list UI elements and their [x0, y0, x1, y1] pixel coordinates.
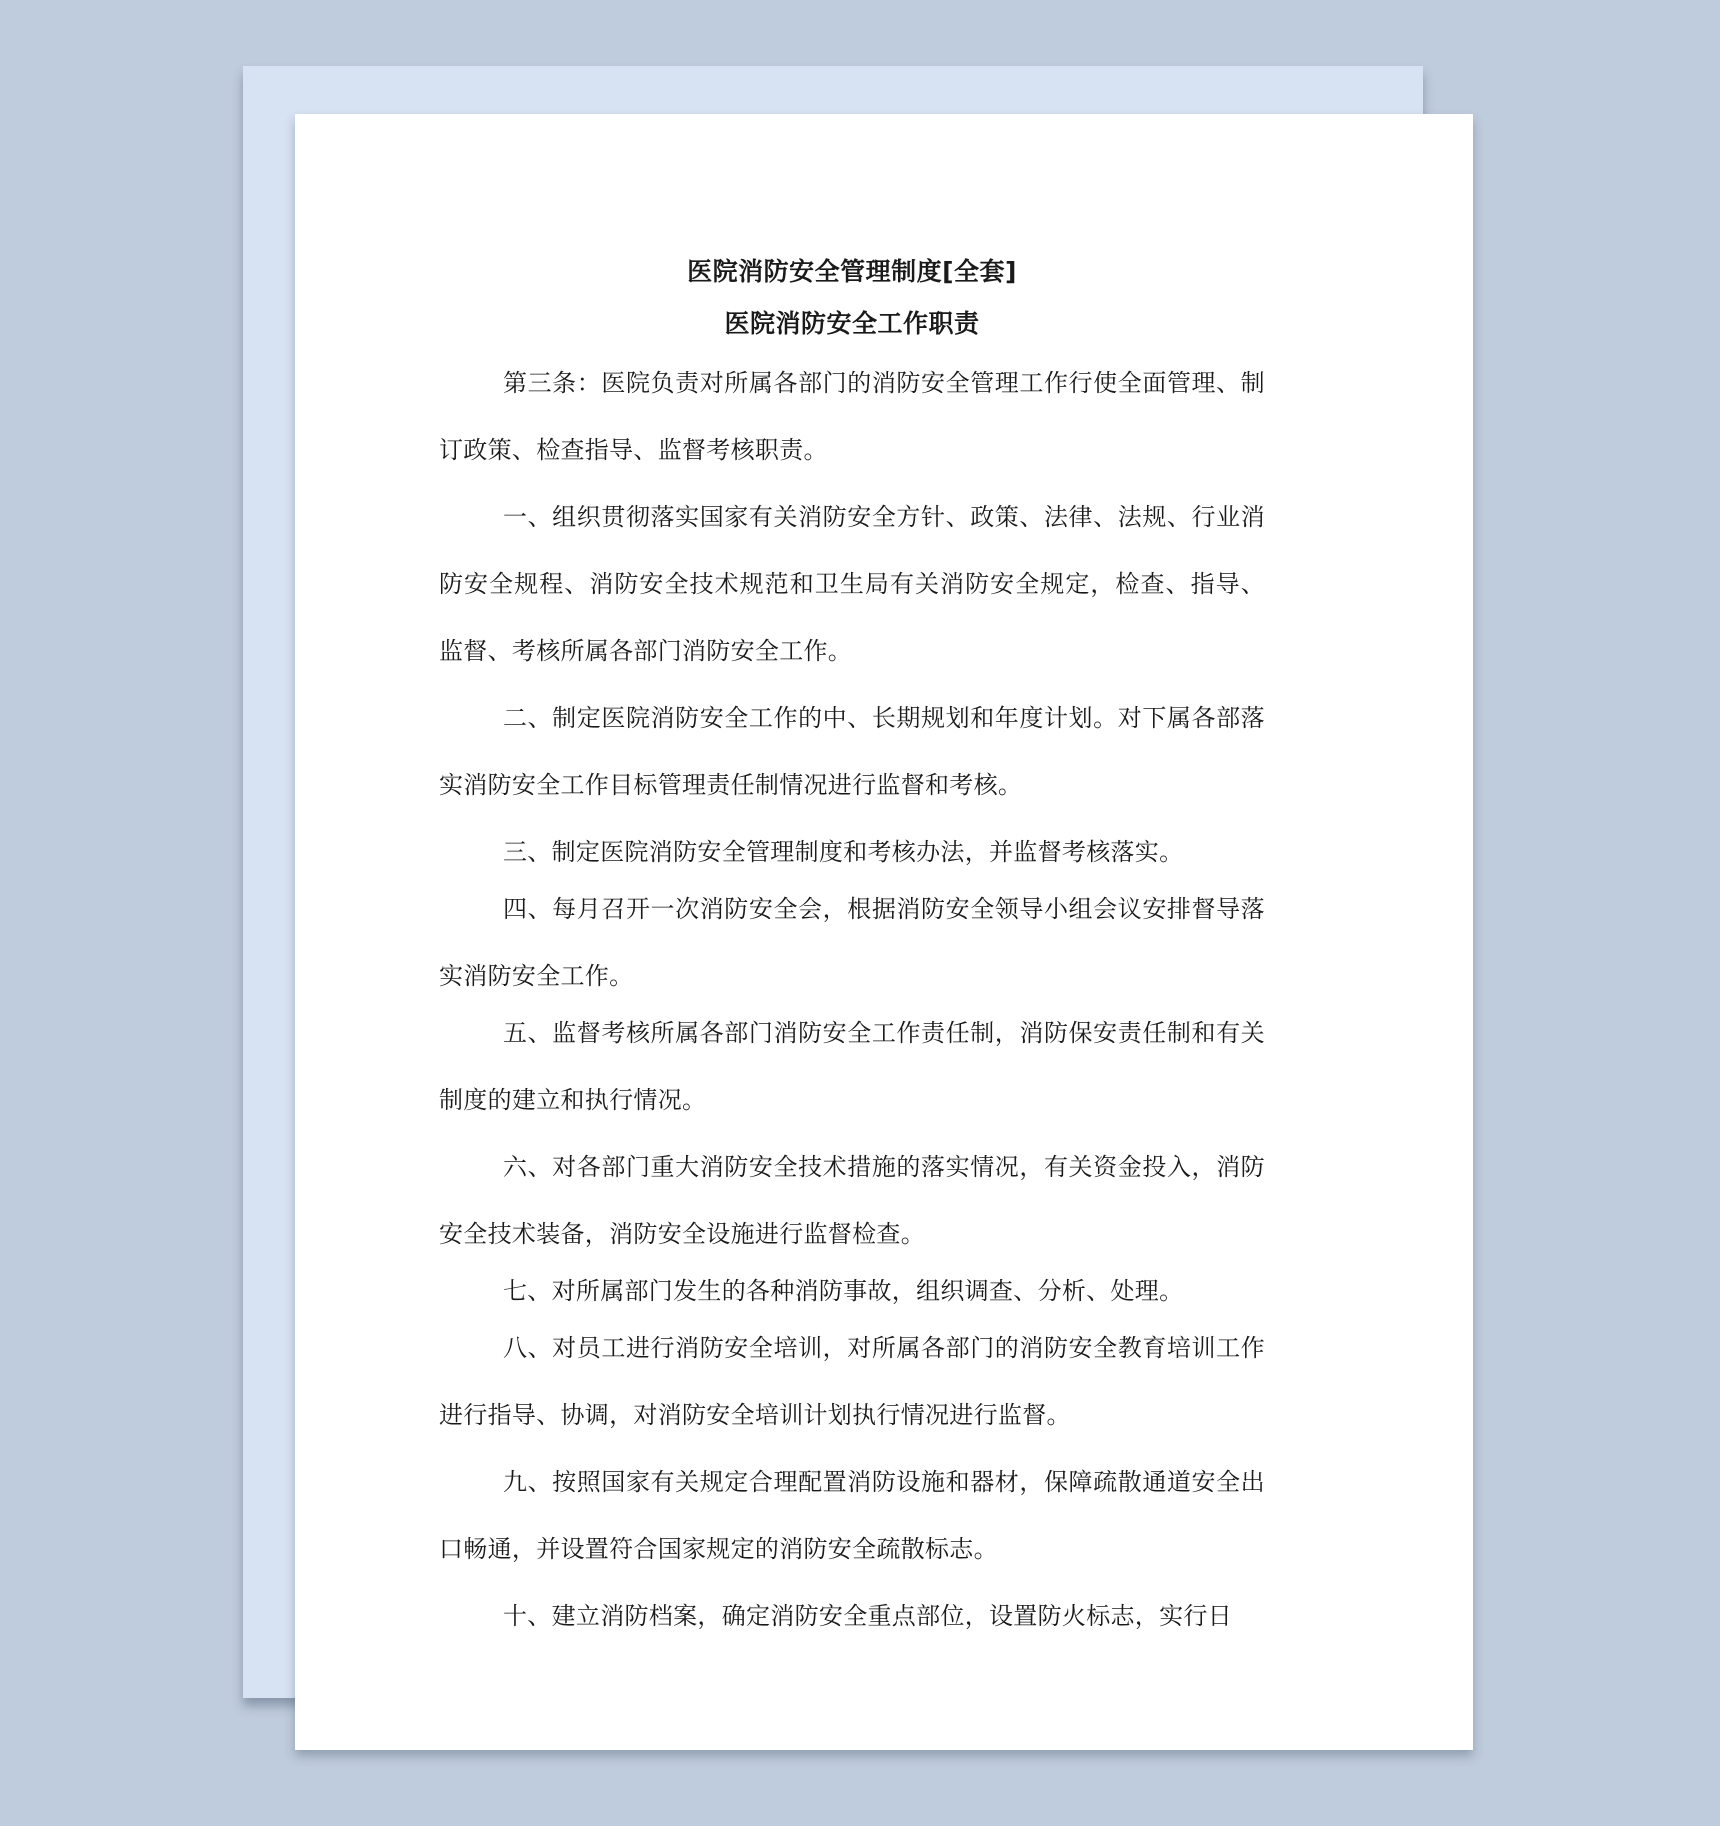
paragraph-item-7: 七、对所属部门发生的各种消防事故，组织调查、分析、处理。	[503, 1277, 1184, 1305]
paragraph-item-8: 八、对员工进行消防安全培训，对所属各部门的消防安全教育培训工作进行指导、协调，对消防安全培训计划执行情况进行监督。	[439, 1334, 1265, 1429]
document-body	[439, 254, 1265, 1650]
paragraph-item-1: 一、组织贯彻落实国家有关消防安全方针、政策、法律、法规、行业消防安全规程、消防安全技术规范和卫生局有关消防安全规定，检查、指导、监督、考核所属各部门消防安全工作。	[439, 503, 1265, 665]
paragraph-item-5: 五、监督考核所属各部门消防安全工作责任制，消防保安责任制和有关制度的建立和执行情况。	[439, 1019, 1265, 1114]
paragraph-item-4: 四、每月召开一次消防安全会，根据消防安全领导小组会议安排督导落实消防安全工作。	[439, 895, 1265, 990]
paragraph-article-3: 第三条：医院负责对所属各部门的消防安全管理工作行使全面管理、制订政策、检查指导、监督考核职责。	[439, 369, 1265, 464]
document-title: 医院消防安全管理制度[全套]	[687, 257, 1017, 286]
document-subtitle: 医院消防安全工作职责	[724, 309, 980, 338]
paragraph-item-3: 三、制定医院消防安全管理制度和考核办法，并监督考核落实。	[503, 838, 1184, 866]
document-page	[295, 114, 1473, 1750]
paragraph-item-9: 九、按照国家有关规定合理配置消防设施和器材，保障疏散通道安全出口畅通，并设置符合国家规定的消防安全疏散标志。	[439, 1468, 1265, 1563]
paragraph-item-6: 六、对各部门重大消防安全技术措施的落实情况，有关资金投入，消防安全技术装备，消防安全设施进行监督检查。	[439, 1153, 1265, 1248]
paragraph-item-10: 十、建立消防档案，确定消防安全重点部位，设置防火标志，实行日	[503, 1602, 1232, 1630]
paragraph-item-2: 二、制定医院消防安全工作的中、长期规划和年度计划。对下属各部落实消防安全工作目标管理责任制情况进行监督和考核。	[439, 704, 1265, 799]
